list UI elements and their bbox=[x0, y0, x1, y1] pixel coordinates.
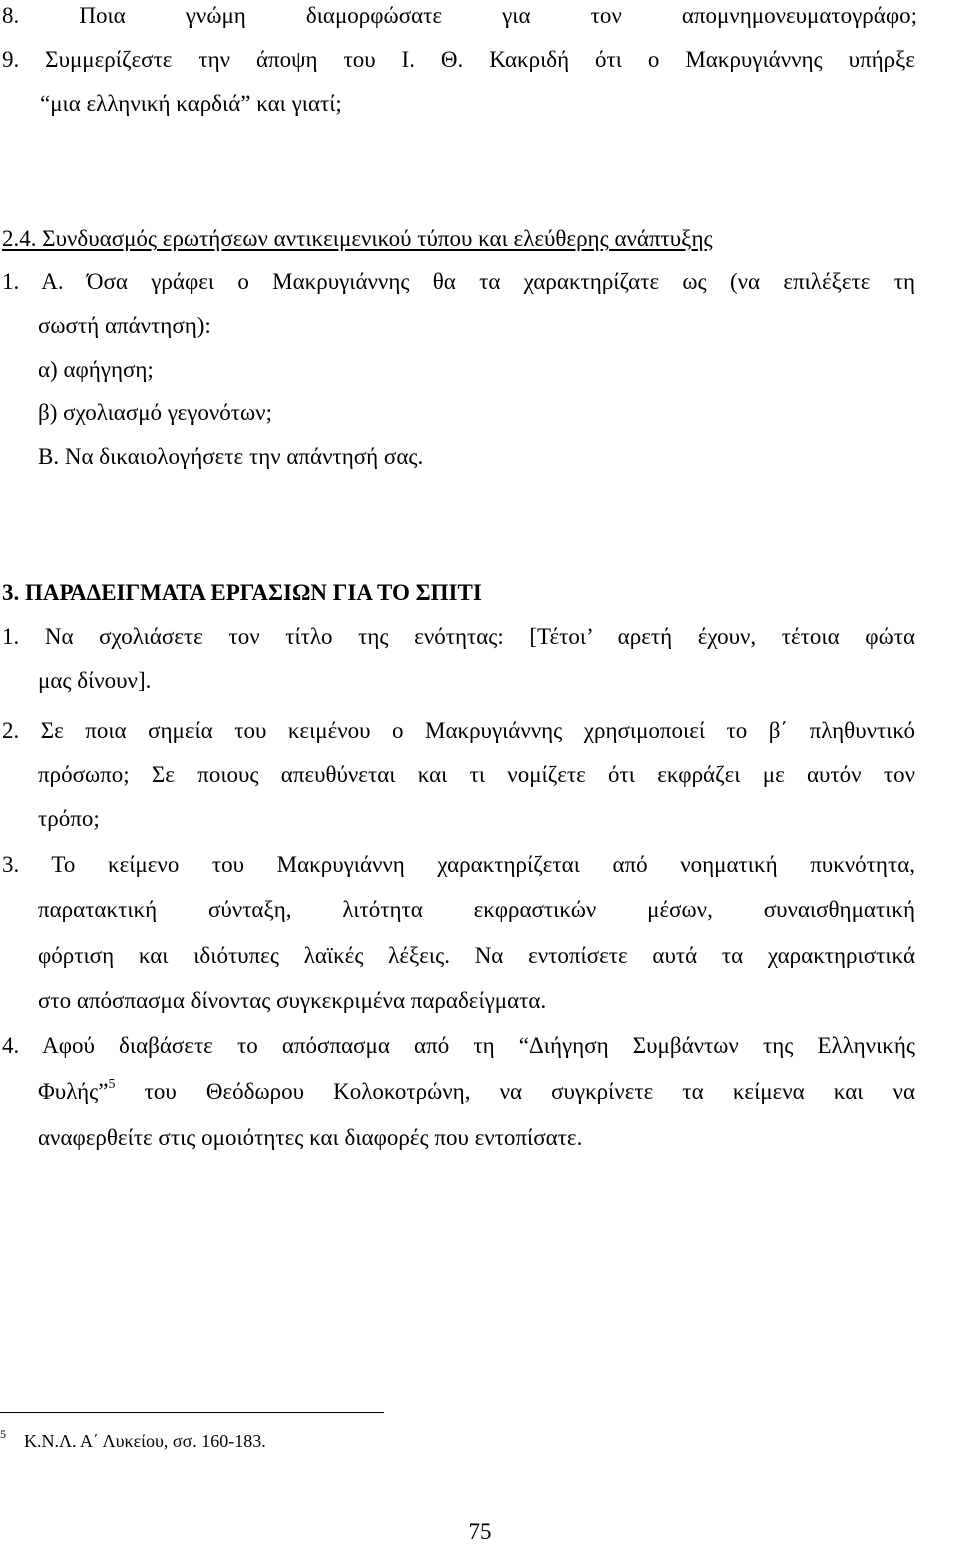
question-9-line-2: “μια ελληνική καρδιά” και γιατί; bbox=[40, 91, 342, 116]
question-9-line-1: 9. Συμμερίζεστε την άποψη του Ι. Θ. Κακριδή ότι ο Μακρυγιάννης υπήρξε bbox=[2, 47, 915, 72]
page-number: 75 bbox=[468, 1519, 492, 1544]
hw-question-4-line-3: αναφερθείτε στις ομοιότητες και διαφορές που εντοπίσατε. bbox=[38, 1125, 583, 1150]
hw-question-2-line-1: 2. Σε ποια σημεία του κειμένου ο Μακρυγιάννης χρησιμοποιεί το β΄ πληθυντικό bbox=[2, 718, 915, 743]
footnote-marker: 5 bbox=[0, 1427, 6, 1441]
question-1a-line-2: σωστή απάντηση): bbox=[38, 313, 211, 338]
question-1a-line-1: 1. Α. Όσα γράφει ο Μακρυγιάννης θα τα χαρακτηρίζατε ως (να επιλέξετε τη bbox=[2, 269, 915, 294]
footnote-separator bbox=[0, 1412, 384, 1413]
hw-question-1-line-2: μας δίνουν]. bbox=[38, 668, 152, 693]
hw-question-4-line-2 bbox=[38, 1077, 915, 1104]
option-b: β) σχολιασμό γεγονότων; bbox=[38, 400, 272, 425]
footnote-reference: 5 bbox=[108, 1077, 116, 1092]
section-2-4-heading: 2.4. Συνδυασμός ερωτήσεων αντικειμενικού τύπου και ελεύθερης ανάπτυξης bbox=[2, 226, 713, 251]
question-1b: Β. Να δικαιολογήσετε την απάντησή σας. bbox=[38, 444, 424, 469]
section-3-heading: 3. ΠΑΡΑΔΕΙΓΜΑΤΑ ΕΡΓΑΣΙΩΝ ΓΙΑ ΤΟ ΣΠΙΤΙ bbox=[2, 580, 482, 605]
hw-question-3-line-4: στο απόσπασμα δίνοντας συγκεκριμένα παραδείγματα. bbox=[38, 988, 547, 1013]
hw-question-1-line-1: 1. Να σχολιάσετε τον τίτλο της ενότητας: [Τέτοι’ αρετή έχουν, τέτοια φώτα bbox=[2, 624, 915, 649]
option-a: α) αφήγηση; bbox=[38, 357, 154, 382]
hw-question-2-line-2: πρόσωπο; Σε ποιους απευθύνεται και τι νομίζετε ότι εκφράζει με αυτόν τον bbox=[38, 762, 915, 787]
hw-question-3-line-2: παρατακτική σύνταξη, λιτότητα εκφραστικών μέσων, συναισθηματική bbox=[38, 897, 915, 922]
hw-question-3-line-3: φόρτιση και ιδιότυπες λαϊκές λέξεις. Να εντοπίσετε αυτά τα χαρακτηριστικά bbox=[38, 943, 915, 968]
hw-question-4-text-a: Φυλής” bbox=[38, 1079, 109, 1104]
footnote-text: Κ.Ν.Λ. Α΄ Λυκείου, σσ. 160-183. bbox=[24, 1431, 266, 1451]
hw-question-2-line-3: τρόπο; bbox=[38, 806, 100, 831]
hw-question-3-line-1: 3. Το κείμενο του Μακρυγιάννη χαρακτηρίζεται από νοηματική πυκνότητα, bbox=[2, 852, 915, 877]
question-8: 8. Ποια γνώμη διαμορφώσατε για τον απομνημονευματογράφο; bbox=[2, 3, 917, 28]
hw-question-4-line-1: 4. Αφού διαβάσετε το απόσπασμα από τη “Διήγηση Συμβάντων της Ελληνικής bbox=[2, 1033, 915, 1058]
footnote bbox=[0, 1427, 266, 1451]
hw-question-4-text-b: του Θεόδωρου Κολοκοτρώνη, να συγκρίνετε τα κείμενα και να bbox=[115, 1079, 915, 1104]
